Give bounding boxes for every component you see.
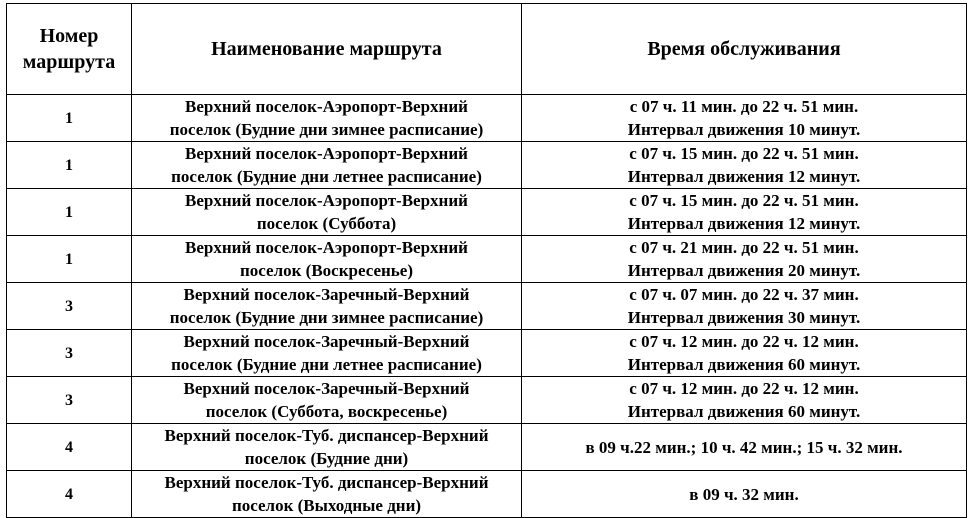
route-name-cell bbox=[132, 236, 522, 283]
route-name-name-line1: Верхний поселок-Туб. диспансер-Верхний bbox=[164, 473, 489, 492]
route-name-name-line1: Верхний поселок-Аэропорт-Верхний bbox=[185, 238, 468, 257]
service-time-time-line1: с 07 ч. 11 мин. до 22 ч. 51 мин. bbox=[629, 97, 859, 116]
route-name-name-line1: Верхний поселок-Туб. диспансер-Верхний bbox=[164, 426, 489, 445]
route-schedule-table bbox=[6, 3, 967, 518]
table-row bbox=[7, 142, 967, 189]
route-name-name-line2: поселок (Суббота, воскресенье) bbox=[205, 402, 448, 421]
route-name-name-line2: поселок (Будние дни) bbox=[244, 449, 409, 468]
service-time-time-line2: Интервал движения 10 минут. bbox=[627, 120, 861, 139]
route-number-cell: 1 bbox=[7, 189, 132, 236]
header-route-name: Наименование маршрута bbox=[132, 4, 522, 95]
service-time-time-line1: в 09 ч.22 мин.; 10 ч. 42 мин.; 15 ч. 32 мин. bbox=[585, 437, 903, 457]
service-time-time-line1: с 07 ч. 21 мин. до 22 ч. 51 мин. bbox=[629, 238, 859, 257]
route-name-cell bbox=[132, 424, 522, 471]
table-row bbox=[7, 189, 967, 236]
route-name-cell bbox=[132, 189, 522, 236]
route-name-name-line2: поселок (Будние дни зимнее расписание) bbox=[169, 120, 484, 139]
route-name-name-line2: поселок (Воскресенье) bbox=[239, 261, 413, 280]
route-number-cell: 1 bbox=[7, 142, 132, 189]
route-name-cell bbox=[132, 142, 522, 189]
route-name-cell bbox=[132, 95, 522, 142]
service-time-time-line2: Интервал движения 60 минут. bbox=[627, 355, 861, 374]
route-name-cell bbox=[132, 283, 522, 330]
service-time-cell bbox=[522, 424, 967, 471]
service-time-time-line2: Интервал движения 12 минут. bbox=[627, 167, 861, 186]
service-time-time-line1: с 07 ч. 15 мин. до 22 ч. 51 мин. bbox=[629, 191, 859, 210]
service-time-cell bbox=[522, 142, 967, 189]
route-name-name-line1: Верхний поселок-Аэропорт-Верхний bbox=[185, 144, 468, 163]
service-time-time-line1: с 07 ч. 15 мин. до 22 ч. 51 мин. bbox=[629, 144, 859, 163]
route-name-name-line1: Верхний поселок-Заречный-Верхний bbox=[183, 285, 470, 304]
route-name-name-line2: поселок (Будние дни зимнее расписание) bbox=[169, 308, 484, 327]
route-name-name-line2: поселок (Будние дни летнее расписание) bbox=[171, 167, 482, 186]
table-row bbox=[7, 330, 967, 377]
table-row bbox=[7, 95, 967, 142]
route-number-cell: 3 bbox=[7, 283, 132, 330]
service-time-cell bbox=[522, 189, 967, 236]
table-row bbox=[7, 236, 967, 283]
table-row bbox=[7, 283, 967, 330]
service-time-cell bbox=[522, 471, 967, 518]
service-time-cell bbox=[522, 283, 967, 330]
route-number-cell: 1 bbox=[7, 95, 132, 142]
table-row bbox=[7, 377, 967, 424]
route-name-name-line2: поселок (Будние дни летнее расписание) bbox=[171, 355, 482, 374]
service-time-cell bbox=[522, 330, 967, 377]
header-route-number-line1: Номер bbox=[39, 25, 99, 47]
route-name-name-line2: поселок (Суббота) bbox=[256, 214, 397, 233]
route-name-name-line1: Верхний поселок-Аэропорт-Верхний bbox=[185, 97, 468, 116]
service-time-time-line2: Интервал движения 30 минут. bbox=[627, 308, 861, 327]
table-row bbox=[7, 471, 967, 518]
service-time-time-line1: с 07 ч. 12 мин. до 22 ч. 12 мин. bbox=[629, 379, 859, 398]
header-service-time: Время обслуживания bbox=[522, 4, 967, 95]
table-body bbox=[7, 95, 967, 518]
route-number-cell: 4 bbox=[7, 471, 132, 518]
route-name-name-line1: Верхний поселок-Заречный-Верхний bbox=[183, 379, 470, 398]
route-name-name-line1: Верхний поселок-Заречный-Верхний bbox=[183, 332, 470, 351]
header-route-number bbox=[7, 4, 132, 95]
service-time-cell bbox=[522, 377, 967, 424]
route-name-cell bbox=[132, 471, 522, 518]
route-number-cell: 3 bbox=[7, 330, 132, 377]
service-time-time-line2: Интервал движения 12 минут. bbox=[627, 214, 861, 233]
route-name-cell bbox=[132, 377, 522, 424]
service-time-time-line1: с 07 ч. 07 мин. до 22 ч. 37 мин. bbox=[629, 285, 859, 304]
service-time-time-line1: с 07 ч. 12 мин. до 22 ч. 12 мин. bbox=[629, 332, 859, 351]
table-header-row bbox=[7, 4, 967, 95]
route-name-name-line2: поселок (Выходные дни) bbox=[231, 496, 422, 515]
service-time-time-line1: в 09 ч. 32 мин. bbox=[689, 484, 799, 504]
route-number-cell: 4 bbox=[7, 424, 132, 471]
service-time-cell bbox=[522, 95, 967, 142]
service-time-cell bbox=[522, 236, 967, 283]
service-time-time-line2: Интервал движения 20 минут. bbox=[627, 261, 861, 280]
table-row bbox=[7, 424, 967, 471]
header-route-number-line2: маршрута bbox=[22, 51, 116, 73]
route-number-cell: 3 bbox=[7, 377, 132, 424]
route-number-cell: 1 bbox=[7, 236, 132, 283]
route-name-cell bbox=[132, 330, 522, 377]
service-time-time-line2: Интервал движения 60 минут. bbox=[627, 402, 861, 421]
route-name-name-line1: Верхний поселок-Аэропорт-Верхний bbox=[185, 191, 468, 210]
